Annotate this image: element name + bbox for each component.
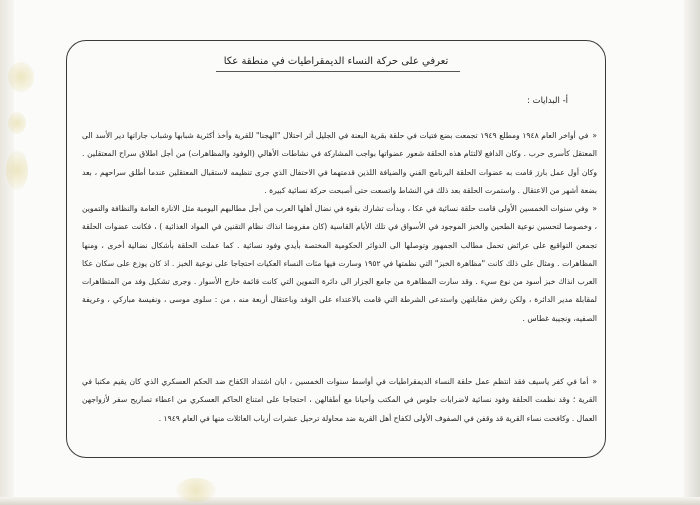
paragraph-1 — [82, 127, 597, 200]
bullet-icon: « — [592, 377, 597, 386]
page-bottom-edge — [0, 497, 700, 505]
bullet-icon: « — [592, 131, 597, 140]
paper-stain — [6, 150, 28, 190]
paragraph-3 — [82, 373, 597, 428]
paper-stain — [8, 112, 26, 134]
paragraph-text: في أواخر العام ١٩٤٨ ومطلع ١٩٤٩ تجمعت بضع فتيات في حلقة بقرية البعنة في الجليل أثر احتلال "الهجنا" للقرية وأخذ أكثرية شبابها وشباب جاراتها دير الأسد الى المعتقل كأسرى حرب . وكان الدافع لالتئام هذه الحلقة شعور عضواتها بواجب المشاركة في نشاطات الأهالي (الوفود والمظاهرات) من أجل اطلاق سراح المعتقلين . وكان أول عمل بارز قامت به عضوات الحلقة البرنامج الفني والضيافة اللذين قدمتهما في الاحتفال الذي جرى تنظيمه لاستقبال المعتقلين عندما أطلق سراحهم ، بعد بضعة أشهر من الاعتقال . واستمرت الحلقة بعد ذلك في النشاط واتسعت حتى أصبحت حركة نسائية كبيرة . — [82, 131, 597, 195]
paper-stain — [176, 478, 216, 502]
bullet-icon: « — [592, 204, 597, 213]
paper-stain — [8, 62, 34, 92]
paragraph-2 — [82, 200, 597, 328]
page-right-edge — [684, 0, 700, 505]
page-title: تعرفي على حركة النساء الديمقراطيات في منطقة عكا — [223, 56, 449, 67]
section-heading: أ- البدايات : — [527, 96, 568, 106]
paragraph-text: أما في كفر ياسيف فقد انتظم عمل حلقة النساء الديمقراطيات في أواسط سنوات الخمسين ، ابان اشتداد الكفاح ضد الحكم العسكري الذي كان يقيم مكتبا في القرية ؛ وقد نظمت الحلقة وفود نسائية لاضرابات جلوس في المكتب وأحيانا مع أطفالهن ، احتجاجا على امتناع الحاكم العسكري من اعطاء تصاريح سفر لأزواجهن العمال . وكافحت نساء القرية قد وقفن في الصفوف الأولى لكفاح أهل القرية ضد محاولة ترحيل عشرات أرباب العائلات منها في العام ١٩٤٩ . — [82, 377, 597, 423]
title-underline — [216, 71, 460, 72]
paragraph-text: وفي سنوات الخمسين الأولى قامت حلقة نسائية في عكا ، وبدأت تشارك بقوة في نضال أهلها العرب من أجل مطالبهم اليومية مثل الانارة العامة والنظافة والتموين ، وخصوصا لتحسين نوعية الطحين والخبز الموجود في الأسواق في تلك الأيام القاسية (كان مفروضا انذاك نظام التقنين في المواد الغذائية ) ، فكانت عضوات الحلقة تجمعن التواقيع على عرائض تحمل مطالب الجمهور وتوصلها الى الدوائر الحكومية المختصة بأيدي وفود نسائية . كما عملت الحلقة بأشكال نضالية أخرى ، ومنها المظاهرات . ومثال على ذلك كانت "مظاهرة الخبز" التي نظمتها في ١٩٥٢ وسارت فيها مئات النساء العكيات احتجاجا على نوعية الخبز . اذ كان يوزع على سكان عكا العرب انذاك خبز أسود من نوع سيء . وقد سارت المظاهرة من جامع الجزار الى دائرة التموين التي كانت قائمة خارج الأسوار . وجرى تشكيل وفد من المتظاهرات لمقابلة مدير الدائرة ، ولكن رفض مقابلتهن واستدعى الشرطة التي قامت بالاعتداء على الوفد وباعتقال أربعة منه ، من : سلوى موسى ، ونفيسة مباركي ، وعريفة الصفيه، ونجيبة غطاس . — [82, 204, 597, 323]
